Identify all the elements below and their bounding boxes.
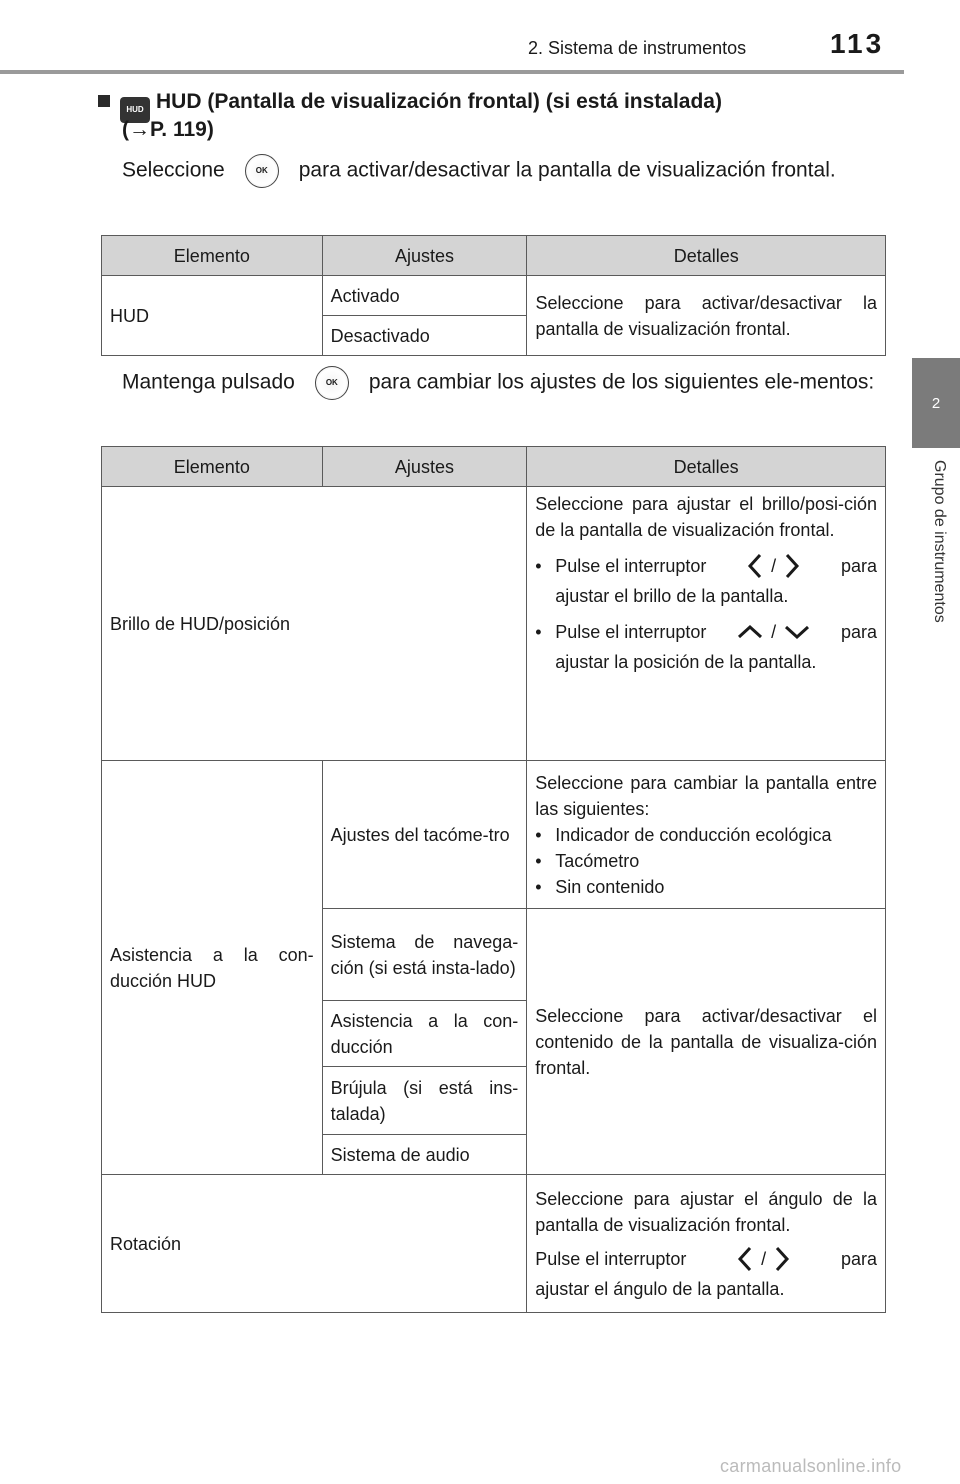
bullet-text: para	[840, 556, 877, 576]
setting-cell: Sistema de audio	[322, 1135, 527, 1175]
header-section-title: 2. Sistema de instrumentos	[528, 38, 747, 58]
chevron-left-icon	[737, 1246, 753, 1272]
chevron-right-icon	[774, 1246, 790, 1272]
rotation-text: Pulse el interruptor	[535, 1248, 687, 1269]
bullet-text: Pulse el interruptor	[555, 556, 707, 576]
element-cell: HUD	[102, 276, 323, 356]
option-text: Sin contenido	[555, 876, 665, 897]
section-page-ref: (→P. 119)	[122, 118, 214, 141]
element-cell: Rotación	[102, 1175, 527, 1313]
left-right-switch	[737, 1246, 790, 1272]
watermark-text: carmanualsonline.info	[720, 1456, 902, 1476]
table-header-cell: Ajustes	[322, 447, 527, 487]
left-right-switch	[747, 553, 800, 579]
option-text: Indicador de conducción ecológica	[555, 824, 832, 845]
table-header-cell: Detalles	[527, 447, 886, 487]
table-row	[102, 487, 886, 761]
up-down-switch	[737, 619, 810, 645]
option-text: Tacómetro	[555, 850, 640, 871]
switch-separator: /	[771, 622, 777, 642]
hold-paragraph	[122, 366, 880, 400]
list-item	[535, 822, 877, 848]
chevron-up-icon	[737, 624, 763, 640]
intro-text-before: Seleccione	[122, 158, 225, 182]
bullet-continuation: ajustar el brillo de la pantalla.	[555, 586, 789, 606]
details-intro: Seleccione para cambiar la pantalla entre las siguientes:	[535, 772, 877, 819]
section-heading-text: HUD (Pantalla de visualización frontal) (si está instalada)	[156, 90, 722, 113]
bullet-icon: •	[535, 622, 542, 642]
element-cell: Asistencia a la con-ducción HUD	[102, 761, 323, 1175]
square-bullet-icon	[98, 95, 110, 107]
chevron-right-icon	[784, 553, 800, 579]
table-row	[102, 1175, 886, 1313]
table-header-cell: Detalles	[527, 236, 886, 276]
table-header-cell: Ajustes	[322, 236, 527, 276]
details-cell	[527, 487, 886, 761]
list-item	[535, 553, 877, 609]
setting-cell: Sistema de navega-ción (si está insta-lado)	[322, 909, 527, 1001]
bullet-icon: •	[535, 824, 542, 845]
page-number: 113	[830, 28, 885, 59]
intro-paragraph	[122, 154, 880, 188]
details-cell: Seleccione para activar/desactivar el contenido de la pantalla de visualiza-ción frontal.	[527, 909, 886, 1175]
bullet-continuation: ajustar la posición de la pantalla.	[555, 652, 817, 672]
setting-cell: Desactivado	[322, 316, 527, 356]
setting-cell: Activado	[322, 276, 527, 316]
intro-text-after: para activar/desactivar la pantalla de visualización frontal.	[298, 158, 836, 182]
setting-cell: Asistencia a la con-ducción	[322, 1001, 527, 1067]
ok-button-icon: OK	[315, 366, 349, 400]
switch-separator: /	[771, 556, 777, 576]
section-heading	[98, 86, 898, 123]
hold-text-before: Mantenga pulsado	[122, 370, 295, 394]
list-item	[535, 619, 877, 675]
table-row	[102, 761, 886, 909]
bullet-icon: •	[535, 876, 542, 897]
chapter-number: 2	[931, 394, 941, 412]
table-header-row	[102, 447, 886, 487]
hud-icon: HUD	[120, 97, 150, 123]
chapter-tab	[912, 358, 960, 448]
switch-separator: /	[761, 1248, 767, 1269]
table-row	[102, 276, 886, 316]
bullet-icon: •	[535, 850, 542, 871]
element-cell: Brillo de HUD/posición	[102, 487, 527, 761]
setting-cell: Ajustes del tacóme-tro	[322, 761, 527, 909]
details-cell: Seleccione para activar/desactivar la pantalla de visualización frontal.	[527, 276, 886, 356]
list-item	[535, 874, 877, 900]
bullet-text: para	[840, 622, 877, 642]
hud-table	[101, 235, 886, 356]
chevron-down-icon	[784, 624, 810, 640]
chapter-label: Grupo de instrumentos	[931, 460, 948, 623]
details-cell	[527, 761, 886, 909]
chevron-left-icon	[747, 553, 763, 579]
table-header-row	[102, 236, 886, 276]
table-header-cell: Elemento	[102, 447, 323, 487]
setting-cell: Brújula (si está ins-talada)	[322, 1067, 527, 1135]
ok-button-icon: OK	[245, 154, 279, 188]
settings-table	[101, 446, 886, 1313]
details-intro: Seleccione para ajustar el ángulo de la pantalla de visualización frontal.	[535, 1188, 877, 1235]
bullet-text: Pulse el interruptor	[555, 622, 707, 642]
rotation-text: para	[840, 1248, 877, 1269]
hold-text-after: para cambiar los ajustes de los siguientes ele-mentos:	[368, 370, 875, 394]
details-intro: Seleccione para ajustar el brillo/posi-ción de la pantalla de visualización frontal.	[535, 494, 877, 540]
details-cell	[527, 1175, 886, 1313]
table-header-cell: Elemento	[102, 236, 323, 276]
list-item	[535, 848, 877, 874]
rotation-continuation: ajustar el ángulo de la pantalla.	[535, 1278, 785, 1299]
header-divider	[0, 70, 904, 74]
bullet-icon: •	[535, 556, 542, 576]
